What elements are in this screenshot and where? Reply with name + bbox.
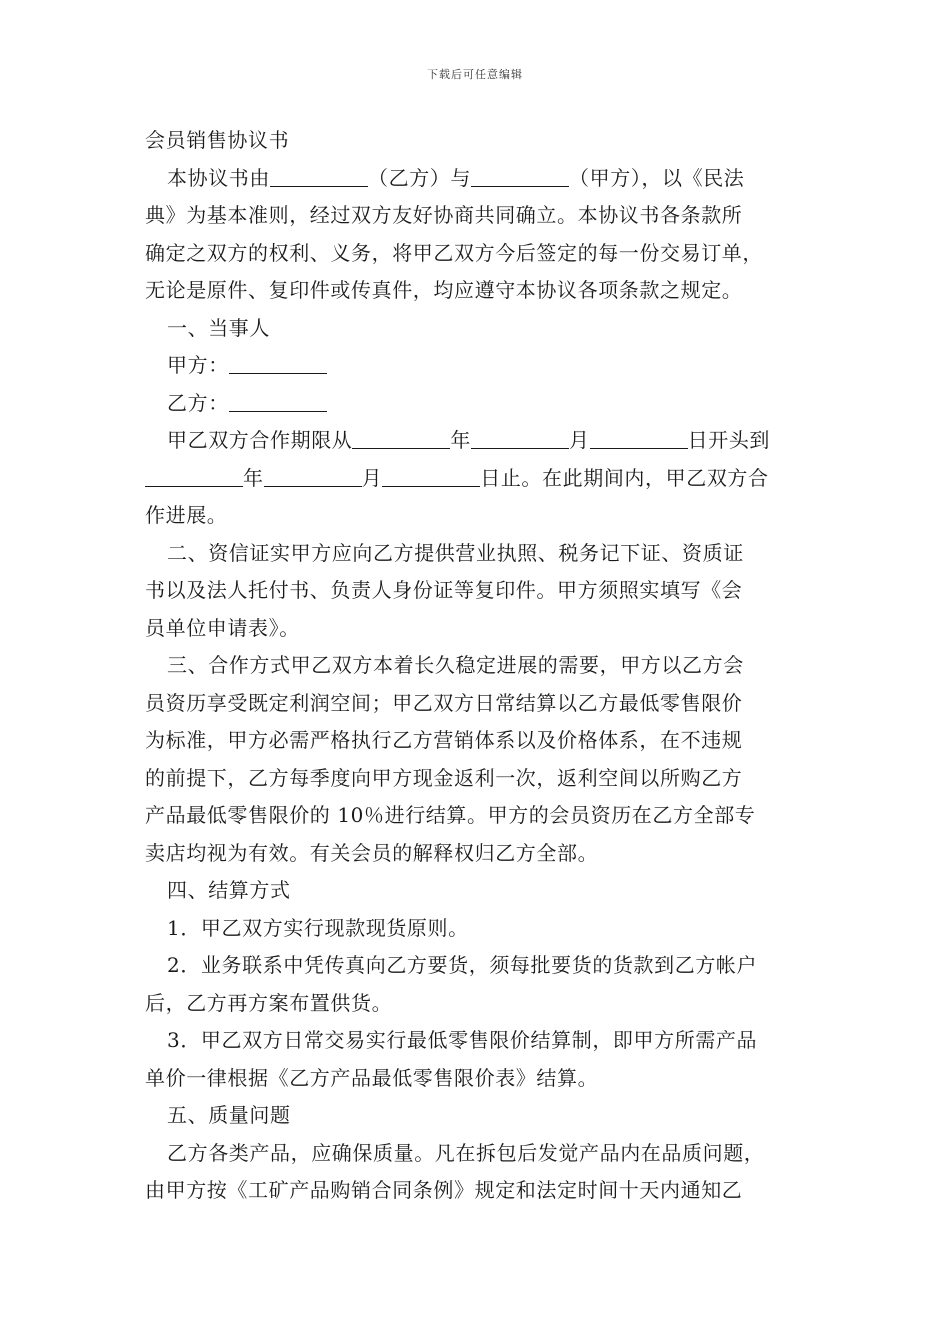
section-2-line-1: 二、资信证实甲方应向乙方提供营业执照、税务记下证、资质证 <box>167 540 744 565</box>
party-a-line <box>145 347 810 385</box>
section-1-title: 一、当事人 <box>167 315 270 340</box>
term-text-end: 日止。在此期间内，甲乙双方合 <box>480 465 769 490</box>
section-2-line-2: 书以及法人托付书、负责人身份证等复印件。甲方须照实填写《会 <box>145 578 743 602</box>
section-5-line-2: 由甲方按《工矿产品购销合同条例》规定和法定时间十天内通知乙 <box>145 1178 743 1202</box>
term-text-end-month: 月 <box>361 465 383 490</box>
intro-line-1 <box>145 160 810 198</box>
term-line-2 <box>145 460 810 498</box>
blank-start-month <box>471 426 569 449</box>
term-line-1 <box>145 422 810 460</box>
section-3-line-4: 的前提下，乙方每季度向甲方现金返利一次，返利空间以所购乙方 <box>145 765 743 790</box>
section-5-title: 五、质量问题 <box>167 1103 291 1127</box>
blank-end-day <box>382 464 480 487</box>
section-3-line-1: 三、合作方式甲乙双方本着长久稳定进展的需要，甲方以乙方会 <box>167 653 744 677</box>
section-4-item-2-line-2: 后，乙方再方案布置供货。 <box>145 990 393 1015</box>
blank-start-year <box>352 426 450 449</box>
blank-party-a-name <box>471 164 569 187</box>
header-note: 下载后可任意编辑 <box>427 68 523 81</box>
blank-party-b <box>229 389 327 412</box>
intro-text-b: （乙方）与 <box>368 165 471 190</box>
document-title: 会员销售协议书 <box>145 128 290 152</box>
section-4-item-2-line-1: 2．业务联系中凭传真向乙方要货，须每批要货的货款到乙方帐户 <box>167 953 758 977</box>
intro-text-a: 本协议书由 <box>167 165 270 190</box>
section-2-line-3: 员单位申请表》。 <box>145 615 300 640</box>
term-text-day: 日开头到 <box>687 428 771 452</box>
section-3-line-5: 产品最低零售限价的 10％进行结算。甲方的会员资历在乙方全部专 <box>145 803 756 827</box>
blank-end-month <box>264 464 362 487</box>
intro-line-2: 典》为基本准则，经过双方友好协商共同确立。本协议书各条款所 <box>145 203 743 227</box>
blank-start-day <box>590 426 688 449</box>
term-text-month: 月 <box>569 428 590 452</box>
section-5-line-1: 乙方各类产品，应确保质量。凡在拆包后发觉产品内在品质问题， <box>167 1140 765 1165</box>
intro-text-c: （甲方），以《民法 <box>569 165 745 190</box>
intro-line-3: 确定之双方的权利、义务，将甲乙双方今后签定的每一份交易订单， <box>145 240 763 265</box>
section-3-line-3: 为标准，甲方必需严格执行乙方营销体系以及价格体系，在不违规 <box>145 728 743 752</box>
section-4-item-3-line-1: 3．甲乙双方日常交易实行最低零售限价结算制，即甲方所需产品 <box>167 1028 758 1052</box>
document-body <box>145 122 810 1210</box>
term-line-3: 作进展。 <box>145 503 228 527</box>
blank-end-year <box>145 464 243 487</box>
section-4-title: 四、结算方式 <box>167 878 291 902</box>
section-3-line-6: 卖店均视为有效。有关会员的解释权归乙方全部。 <box>145 840 599 865</box>
term-text-year: 年 <box>450 428 472 452</box>
blank-party-a <box>229 351 327 374</box>
section-3-line-2: 员资历享受既定利润空间；甲乙双方日常结算以乙方最低零售限价 <box>145 690 743 715</box>
party-b-label: 乙方： <box>167 390 229 415</box>
term-text-end-year: 年 <box>243 465 264 490</box>
party-a-label: 甲方： <box>167 353 229 377</box>
party-b-line <box>145 385 810 423</box>
term-text-a: 甲乙双方合作期限从 <box>167 428 353 452</box>
section-4-item-1: 1．甲乙双方实行现款现货原则。 <box>167 915 469 940</box>
section-4-item-3-line-2: 单价一律根据《乙方产品最低零售限价表》结算。 <box>145 1065 599 1090</box>
blank-party-b-name <box>270 164 368 187</box>
intro-line-4: 无论是原件、复印件或传真件，均应遵守本协议各项条款之规定。 <box>145 278 743 302</box>
